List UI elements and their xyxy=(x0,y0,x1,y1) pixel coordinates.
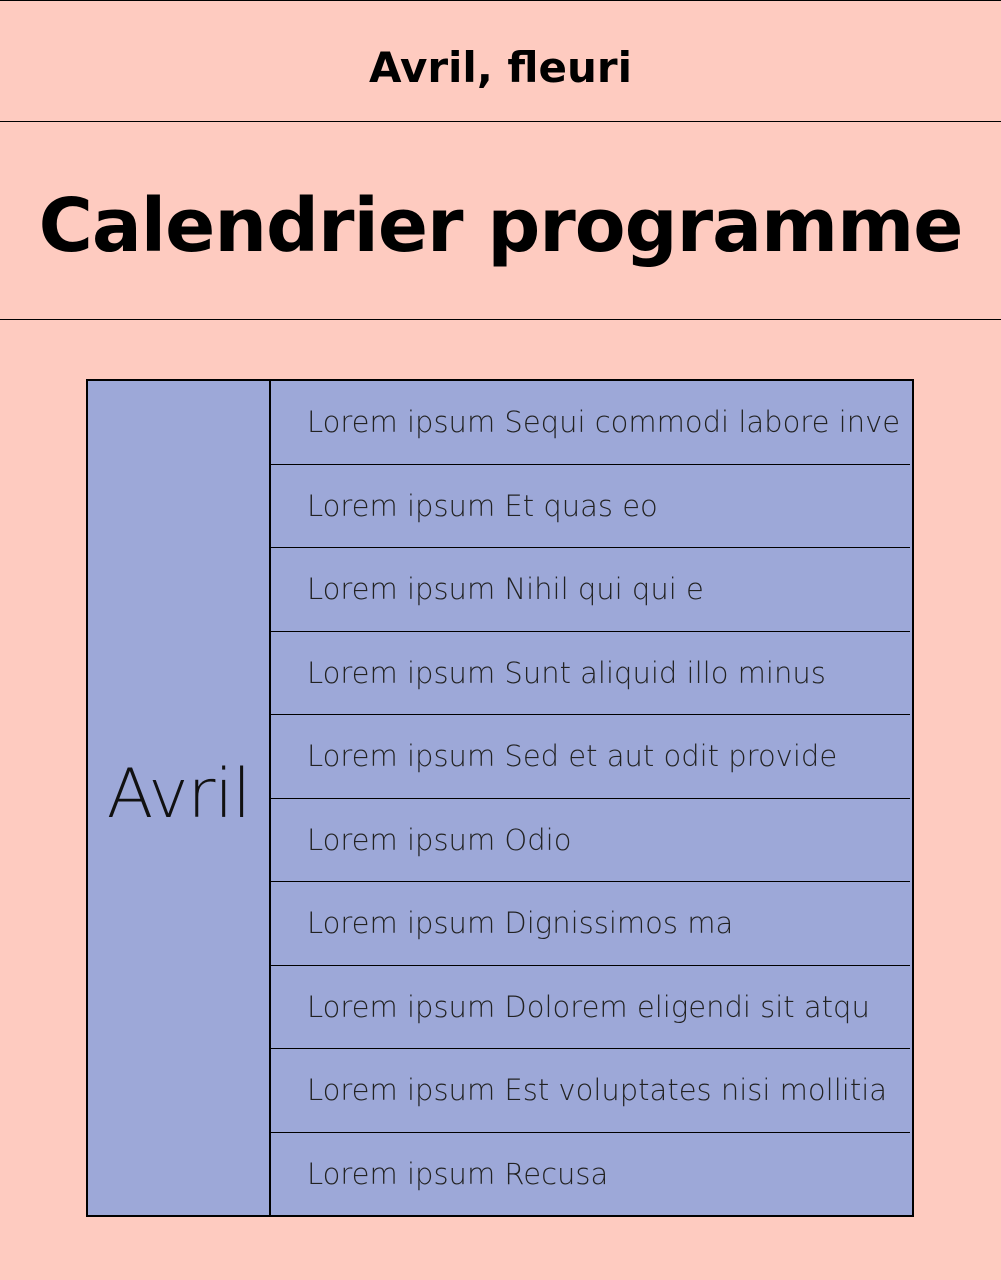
event-row: Lorem ipsum Est voluptates nisi mollitia xyxy=(271,1049,910,1133)
event-row: Lorem ipsum Sequi commodi labore inve xyxy=(271,381,910,465)
event-row: Lorem ipsum Dignissimos ma xyxy=(271,882,910,966)
calendar-table xyxy=(86,379,914,1217)
header-divider xyxy=(0,121,1001,122)
event-row: Lorem ipsum Recusa xyxy=(307,1156,609,1191)
month-cell xyxy=(88,381,271,1215)
event-row: Lorem ipsum Et quas eo xyxy=(271,465,910,549)
event-row: Lorem ipsum Sed et aut odit provide xyxy=(271,715,910,799)
event-row: Lorem ipsum Sunt aliquid illo minus xyxy=(271,632,910,716)
title-divider xyxy=(0,319,1001,320)
page-title: Calendrier programme xyxy=(38,183,963,269)
page-subtitle: Avril, fleuri xyxy=(368,43,633,92)
top-divider xyxy=(0,0,1001,1)
month-label: Avril xyxy=(106,754,251,834)
event-row: Lorem ipsum Odio xyxy=(271,799,910,883)
event-row: Lorem ipsum Nihil qui qui e xyxy=(271,548,910,632)
event-list xyxy=(271,381,912,1215)
event-row: Lorem ipsum Dolorem eligendi sit atqu xyxy=(271,966,910,1050)
